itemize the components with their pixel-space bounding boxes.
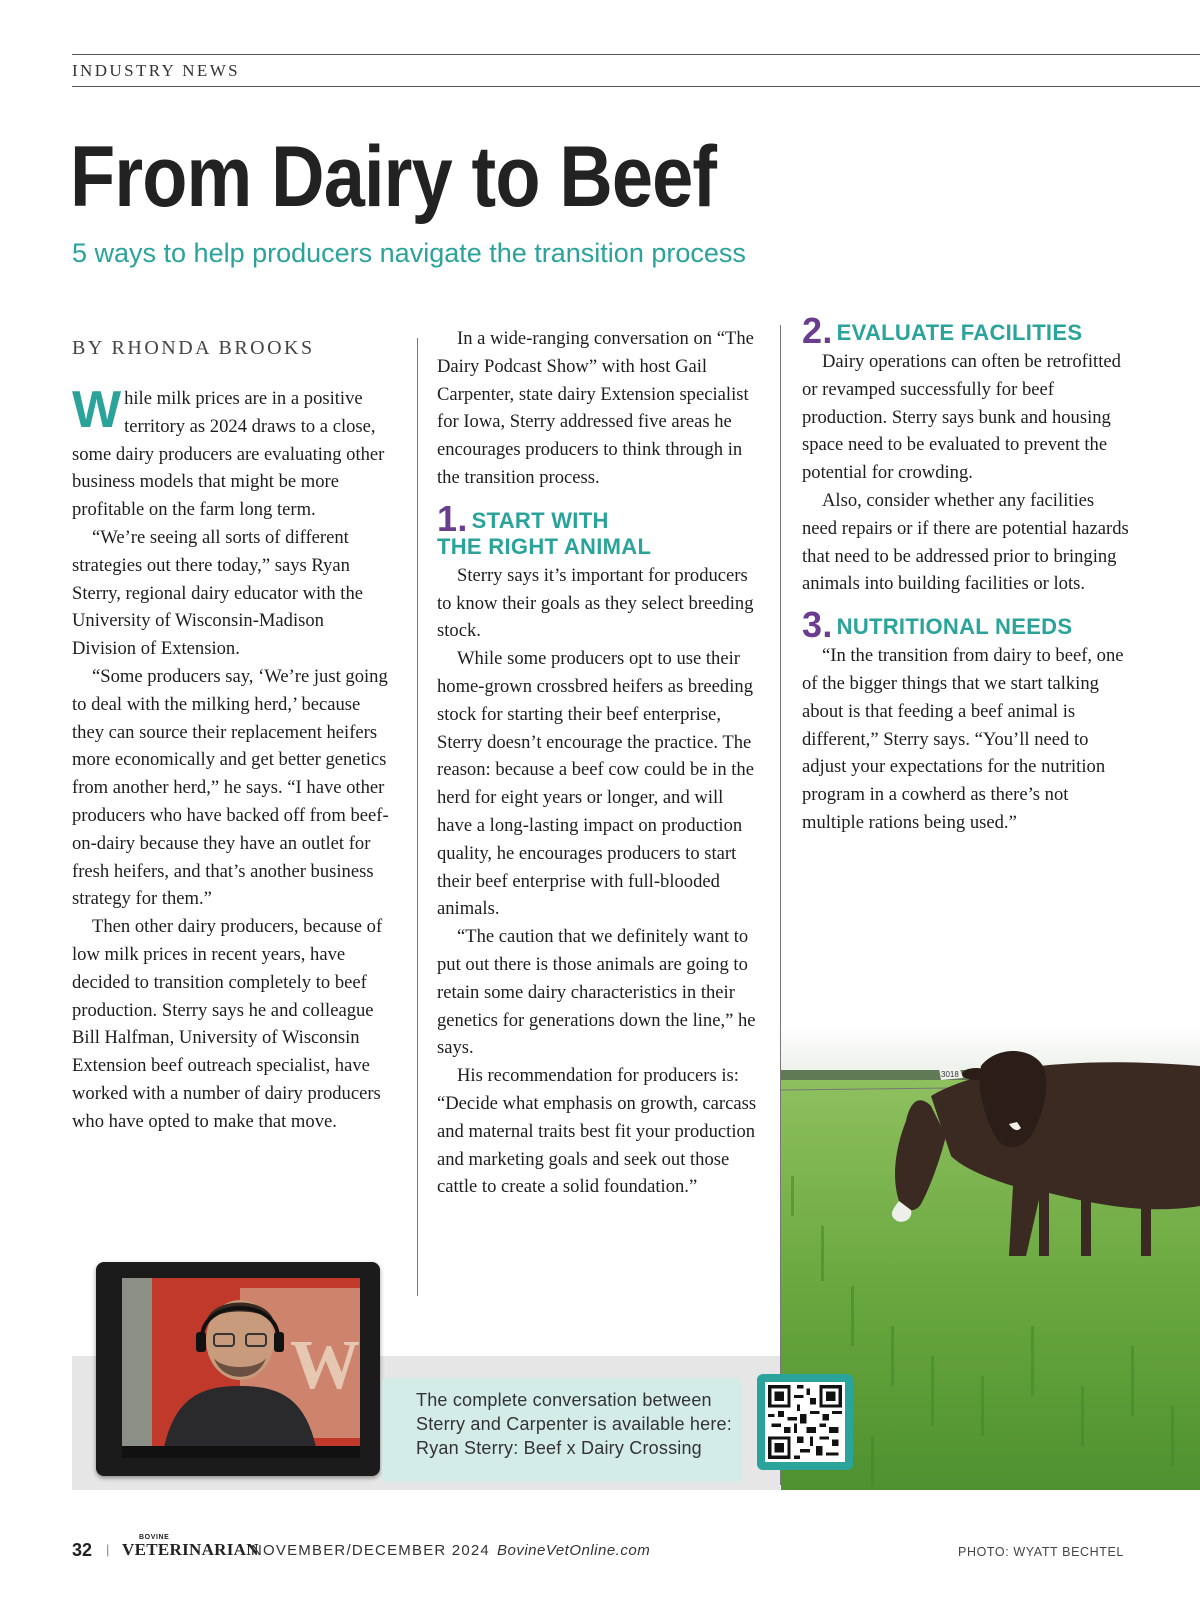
podcast-link[interactable]: Ryan Sterry: Beef x Dairy Crossing bbox=[416, 1438, 702, 1458]
article-column-3 bbox=[802, 310, 1132, 837]
svg-text:W: W bbox=[290, 1327, 360, 1404]
paragraph: “The caution that we definitely want to put out there is those animals are going to retain some dairy characteristics in their genetics for generations down the line,” he says. bbox=[437, 926, 756, 1059]
magazine-logo: BOVINE VETERINARIAN bbox=[122, 1534, 259, 1559]
column-divider bbox=[417, 338, 418, 1296]
paragraph: Sterry says it’s important for producers to know their goals as they select breeding stock. bbox=[437, 564, 754, 642]
section-heading-3: 3. NUTRITIONAL NEEDS bbox=[802, 604, 1073, 646]
lead-paragraph: While milk prices are in a positive territory as 2024 draws to a close, some dairy producers are evaluating other business models that might be more profitable on the farm long term. bbox=[72, 381, 385, 521]
paragraph: In a wide-ranging conversation on “The Dairy Podcast Show” with host Gail Carpenter, state dairy Extension specialist for Iowa, Sterry addressed five areas he encourages producers to think through in the transition process. bbox=[437, 328, 754, 488]
kicker-rule bbox=[72, 86, 1200, 87]
paragraph: Also, consider whether any facilities need repairs or if there are potential hazards that need to be addressed prior to bringing animals into building facilities or lots. bbox=[802, 489, 1129, 595]
tablet-frame bbox=[96, 1262, 380, 1476]
article-column-2 bbox=[437, 325, 759, 1201]
top-rule bbox=[72, 54, 1200, 55]
qr-code[interactable] bbox=[757, 1374, 853, 1470]
section-heading-2: 2. EVALUATE FACILITIES bbox=[802, 310, 1083, 351]
ear-tag-number: 3018 bbox=[941, 1070, 959, 1079]
callout-line: The complete conversation between bbox=[416, 1390, 712, 1410]
paragraph: While some producers opt to use their home-grown crossbred heifers as breeding stock for starting their beef enterprise, Sterry doesn’t encourage the practice. The reason: because a beef cow could be in the herd for eight years or longer, and will have a long-lasting impact on production quality, he encourages producers to start their beef enterprise with full-blooded animals. bbox=[437, 648, 754, 920]
website-link[interactable]: BovineVetOnline.com bbox=[497, 1542, 651, 1559]
article-column-1 bbox=[72, 381, 390, 1136]
photo-credit: PHOTO: WYATT BECHTEL bbox=[958, 1545, 1124, 1559]
footer-separator: | bbox=[106, 1542, 110, 1557]
paragraph: “Some producers say, ‘We’re just going to deal with the milking herd,’ because they can source their replacement heifers more economically and get better genetics from another herd,” he says. “I have other producers who have backed off from beef-on-dairy because they have an outlet for fresh heifers, and that’s another business strategy for them.” bbox=[72, 665, 389, 910]
podcast-screenshot bbox=[122, 1278, 360, 1458]
paragraph: His recommendation for producers is: “Decide what emphasis on growth, carcass and maternal traits best fit your production and marketing goals and seek out those cattle to create a solid foundation.” bbox=[437, 1065, 757, 1198]
paragraph: Then other dairy producers, because of low milk prices in recent years, have decided to transition completely to beef production. Sterry says he and colleague Bill Halfman, University of Wisconsin Extension beef outreach specialist, have worked with a number of dairy producers who have opted to make that move. bbox=[72, 916, 383, 1132]
callout-line: Sterry and Carpenter is available here: bbox=[416, 1414, 732, 1434]
subheadline: 5 ways to help producers navigate the transition process bbox=[72, 238, 746, 268]
paragraph: Dairy operations can often be retrofitted or revamped successfully for beef production. Sterry says bunk and housing space need to be evaluated to prevent the potential for crowding. bbox=[802, 351, 1121, 484]
headline: From Dairy to Beef bbox=[70, 129, 717, 225]
callout-text bbox=[416, 1388, 736, 1460]
page-number: 32 bbox=[72, 1540, 93, 1560]
byline: BY RHONDA BROOKS bbox=[72, 337, 315, 359]
paragraph: “We’re seeing all sorts of different strategies out there today,” says Ryan Sterry, regional dairy educator with the University of Wisconsin-Madison Division of Extension. bbox=[72, 526, 364, 660]
section-heading-1: 1. START WITH THE RIGHT ANIMAL bbox=[437, 497, 652, 559]
qr-code-icon bbox=[765, 1382, 845, 1462]
section-label: INDUSTRY NEWS bbox=[72, 61, 240, 80]
drop-cap: W bbox=[72, 381, 122, 439]
issue-date: NOVEMBER/DECEMBER 2024 bbox=[251, 1542, 490, 1559]
paragraph: “In the transition from dairy to beef, one of the bigger things that we start talking about is that feeding a beef animal is different,” Sterry says. “You’ll need to adjust your expectations for the nutrition program in a cowherd as there’s not multiple rations being used.” bbox=[802, 645, 1124, 833]
